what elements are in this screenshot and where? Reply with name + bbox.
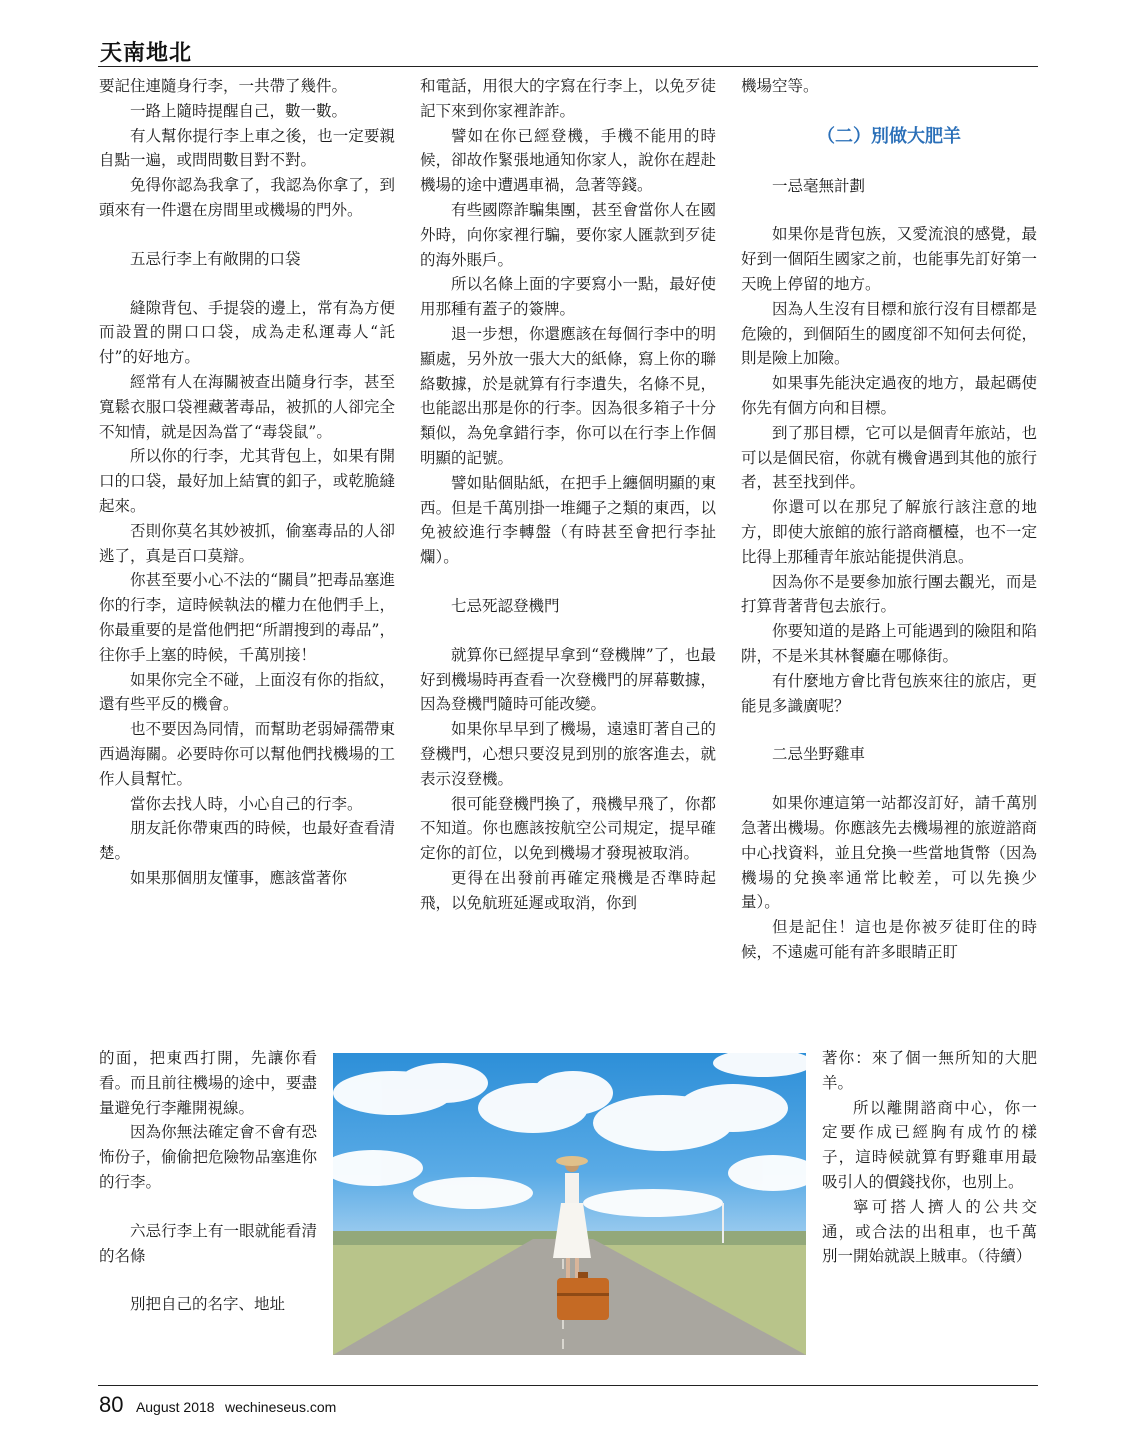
paragraph: 和電話，用很大的字寫在行李上，以免歹徒記下來到你家裡詐詐。 <box>420 77 716 120</box>
paragraph: 如果你完全不碰，上面沒有你的指紋，還有些平反的機會。 <box>99 670 395 714</box>
column-1 <box>99 74 395 891</box>
column-3 <box>741 74 1037 965</box>
paragraph: 因為人生沒有目標和旅行沒有目標都是危險的，到個陌生的國度卻不知何去何從，則是險上加險。 <box>741 299 1037 368</box>
website-link[interactable]: wechineseus.com <box>225 1399 337 1415</box>
paragraph: 如果事先能決定過夜的地方，最起碼使你先有個方向和目標。 <box>741 374 1037 417</box>
paragraph: 朋友託你帶東西的時候，也最好查看清楚。 <box>99 819 395 863</box>
paragraph: 當你去找人時，小心自己的行李。 <box>130 794 363 813</box>
paragraph: 寧可搭人擠人的公共交通，或合法的出租車，也千萬別一開始就誤上賊車。（待續） <box>822 1197 1037 1266</box>
paragraph: 譬如貼個貼紙，在把手上纏個明顯的東西。但是千萬別掛一堆繩子之類的東西，以免被絞進行李轉盤（有時甚至會把行李扯爛）。 <box>420 473 716 567</box>
paragraph: 經常有人在海關被查出隨身行李，甚至寬鬆衣服口袋裡藏著毒品，被抓的人卻完全不知情，就是因為當了“毒袋鼠”。 <box>99 372 395 441</box>
column-1-lower <box>99 1046 317 1317</box>
paragraph: 很可能登機門換了，飛機早飛了，你都不知道。你也應該按航空公司規定，提早確定你的訂位，以免到機場才發現被取消。 <box>420 794 716 863</box>
subheading: 六忌行李上有一眼就能看清的名條 <box>99 1221 317 1265</box>
subheading: 一忌毫無計劃 <box>772 176 866 195</box>
paragraph: 否則你莫名其妙被抓，偷塞毒品的人卻逃了，真是百口莫辯。 <box>99 521 395 565</box>
paragraph: 譬如在你已經登機，手機不能用的時候，卻故作緊張地通知你家人，說你在趕赴機場的途中遭遇車禍，急著等錢。 <box>420 126 716 195</box>
issue-date: August 2018 <box>135 1399 215 1415</box>
paragraph: 縫隙背包、手提袋的邊上，常有為方便而設置的開口口袋，成為走私運毒人“託付”的好地方。 <box>99 298 395 367</box>
subheading: 七忌死認登機門 <box>451 596 560 615</box>
paragraph: 你要知道的是路上可能遇到的險阻和陷阱，不是米其林餐廳在哪條街。 <box>741 622 1037 665</box>
paragraph: 如果那個朋友懂事，應該當著你 <box>130 868 348 887</box>
road-scene-illustration <box>333 1053 806 1355</box>
travel-photo <box>333 1053 806 1355</box>
page-number: 80 <box>99 1392 124 1417</box>
paragraph: 就算你已經提早拿到“登機牌”了，也最好到機場時再查看一次登機門的屏幕數據，因為登機門隨時可能改變。 <box>420 645 716 714</box>
subheading: 二忌坐野雞車 <box>772 745 866 764</box>
paragraph: 有人幫你提行李上車之後，也一定要親自點一遍，或問問數目對不對。 <box>99 126 395 170</box>
paragraph: 但是記住！這也是你被歹徒盯住的時候，不遠處可能有許多眼睛正盯 <box>741 918 1037 961</box>
subheading: 五忌行李上有敞開的口袋 <box>130 249 301 268</box>
paragraph: 因為你不是要參加旅行團去觀光，而是打算背著背包去旅行。 <box>741 572 1037 616</box>
paragraph: 著你：來了個一無所知的大肥羊。 <box>822 1049 1037 1092</box>
paragraph: 機場空等。 <box>741 77 819 95</box>
paragraph: 所以名條上面的字要寫小一點，最好使用那種有蓋子的簽牌。 <box>420 275 716 319</box>
column-3-lower <box>822 1046 1037 1269</box>
paragraph: 有什麼地方會比背包族來往的旅店，更能見多識廣呢？ <box>741 671 1037 715</box>
paragraph: 因為你無法確定會不會有恐怖份子，偷偷把危險物品塞進你的行李。 <box>99 1123 317 1191</box>
paragraph: 你還可以在那兒了解旅行該注意的地方，即使大旅館的旅行諮商櫃檯，也不一定比得上那種青年旅站能提供消息。 <box>741 498 1037 566</box>
paragraph: 如果你是背包族，又愛流浪的感覺，最好到一個陌生國家之前，也能事先訂好第一天晚上停留的地方。 <box>741 225 1037 293</box>
paragraph: 更得在出發前再確定飛機是否準時起飛，以免航班延遲或取消，你到 <box>420 868 716 912</box>
paragraph: 所以你的行李，尤其背包上，如果有開口的口袋，最好加上結實的釦子，或乾脆縫起來。 <box>99 447 395 515</box>
paragraph: 的面，把東西打開，先讓你看看。而且前往機場的途中，要盡量避免行李離開視線。 <box>99 1049 317 1117</box>
paragraph: 別把自己的名字、地址 <box>130 1295 286 1314</box>
bottom-rule <box>98 1385 1038 1386</box>
paragraph: 一路上隨時提醒自己，數一數。 <box>130 101 348 120</box>
paragraph: 所以離開諮商中心，你一定要作成已經胸有成竹的樣子，這時候就算有野雞車用最吸引人的價錢找你，也別上。 <box>822 1098 1037 1191</box>
paragraph: 到了那目標，它可以是個青年旅站，也可以是個民宿，你就有機會遇到其他的旅行者，甚至找到伴。 <box>741 423 1037 492</box>
paragraph: 你甚至要小心不法的“關員”把毒品塞進你的行李，這時候執法的權力在他們手上，你最重要的是當他們把“所謂搜到的毒品”，往你手上塞的時候，千萬別接！ <box>99 571 395 664</box>
top-rule <box>98 66 1038 67</box>
section-title: 天南地北 <box>100 40 193 66</box>
paragraph: 如果你早早到了機場，遠遠盯著自己的登機門，心想只要沒見到別的旅客進去，就表示沒登機。 <box>420 720 716 788</box>
column-2 <box>420 74 716 916</box>
paragraph: 也不要因為同情，而幫助老弱婦孺帶東西過海關。必要時你可以幫他們找機場的工作人員幫忙。 <box>99 720 395 788</box>
paragraph: 要記住連隨身行李，一共帶了幾件。 <box>99 77 348 95</box>
page-footer <box>99 1392 336 1418</box>
paragraph: 退一步想，你還應該在每個行李中的明顯處，另外放一張大大的紙條，寫上你的聯絡數據，於是就算有行李遺失，名條不見，也能認出那是你的行李。因為很多箱子十分類似，為免拿錯行李，你可以在行李上作個明顯的記號。 <box>420 324 716 467</box>
paragraph: 有些國際詐騙集團，甚至會當你人在國外時，向你家裡行騙，要你家人匯款到歹徒的海外賬戶。 <box>420 200 716 269</box>
paragraph: 如果你連這第一站都沒訂好，請千萬別急著出機場。你應該先去機場裡的旅遊諮商中心找資料，並且兌換一些當地貨幣（因為機場的兌換率通常比較差，可以先換少量）。 <box>741 794 1037 912</box>
paragraph: 免得你認為我拿了，我認為你拿了，到頭來有一件還在房間里或機場的門外。 <box>99 176 395 219</box>
part-heading: （二）別做大肥羊 <box>817 125 961 147</box>
